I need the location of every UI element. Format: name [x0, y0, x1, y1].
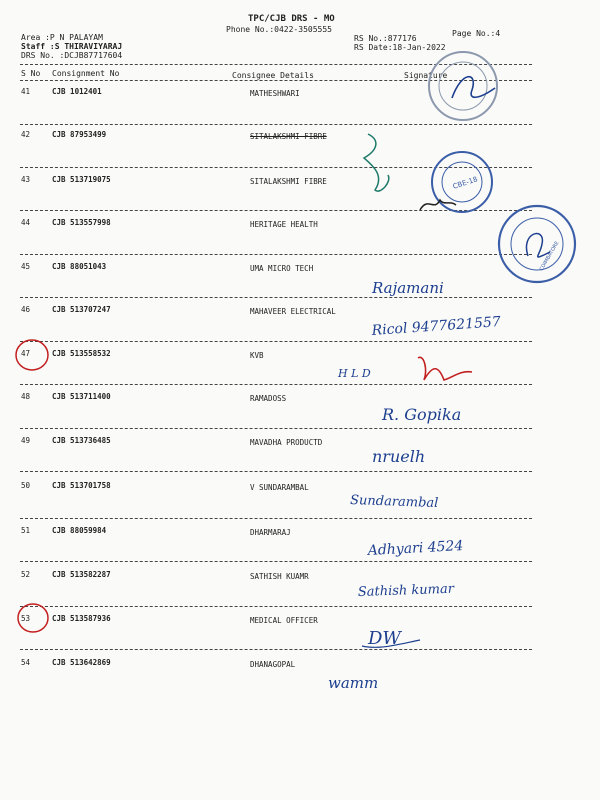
row-consignee: SITALAKSHMI FIBRE: [250, 132, 327, 141]
handwriting-row-54: wamm: [328, 674, 379, 692]
signature-row-41: [452, 77, 495, 98]
rs-number: RS No.:877176: [354, 34, 417, 43]
row-consignee: UMA MICRO TECH: [250, 264, 314, 273]
heritage-stamp-icon: [499, 206, 575, 282]
row-consignee: DHARMARAJ: [250, 528, 291, 537]
signature-row-44: [526, 234, 550, 258]
row-consignment: CJB 513642869: [52, 658, 111, 667]
row-sno: 48: [21, 392, 31, 401]
row-sno: 44: [21, 218, 31, 227]
row-sno: 51: [21, 526, 31, 535]
row-sno: 49: [21, 436, 31, 445]
row-consignment: CJB 513736485: [52, 436, 111, 445]
row-sno: 54: [21, 658, 31, 667]
row-consignment: CJB 88051043: [52, 262, 107, 271]
stamp-2-city: COIMBATORE: [538, 240, 561, 273]
red-circle-row-47: [16, 340, 48, 370]
sitalakshmi-stamp-icon: [432, 152, 492, 212]
row-consignment: CJB 513558532: [52, 349, 111, 358]
row-sno: 47: [21, 349, 31, 358]
handwriting-row-49: nruelh: [372, 447, 426, 466]
row-consignment: CJB 513587936: [52, 614, 111, 623]
signature-row-43-a: [364, 134, 389, 191]
column-header-sno: S No: [21, 69, 41, 78]
handwriting-row-47-hld: H L D: [338, 367, 371, 380]
row-sno: 50: [21, 481, 31, 490]
row-consignment: CJB 513719075: [52, 175, 111, 184]
row-consignment: CJB 513582287: [52, 570, 111, 579]
red-circle-row-53: [18, 604, 48, 632]
row-consignee: SATHISH KUAMR: [250, 572, 309, 581]
round-stamp-gray-icon: [429, 52, 497, 120]
row-consignment: CJB 88059984: [52, 526, 107, 535]
row-sno: 41: [21, 87, 31, 96]
row-consignment: CJB 513557998: [52, 218, 111, 227]
drs-number: DRS No. :DCJB87717604: [21, 51, 123, 60]
page-number: Page No.:4: [452, 29, 501, 38]
column-header-consignment: Consignment No: [52, 69, 120, 78]
handwriting-row-46: Ricol 9477621557: [371, 314, 502, 339]
staff-label: Staff :S THIRAVIYARAJ: [21, 42, 123, 51]
row-consignee: MAHAVEER ELECTRICAL: [250, 307, 336, 316]
row-sno: 46: [21, 305, 31, 314]
row-sno: 53: [21, 614, 31, 623]
row-consignee: KVB: [250, 351, 264, 360]
row-consignee: HERITAGE HEALTH: [250, 220, 318, 229]
page-title: TPC/CJB DRS - MO: [248, 14, 335, 24]
phone-number: Phone No.:0422-3505555: [226, 25, 332, 34]
handwriting-row-50: Sundarambal: [349, 493, 439, 512]
handwriting-row-45: Rajamani: [372, 279, 444, 297]
column-header-consignee: Consignee Details: [232, 71, 314, 80]
handwriting-row-53: DW: [368, 628, 401, 649]
handwriting-row-52: Sathish kumar: [357, 581, 455, 600]
row-sno: 42: [21, 130, 31, 139]
row-consignee: MATHESHWARI: [250, 89, 300, 98]
handwriting-row-51: Adhyari 4524: [367, 538, 464, 559]
row-consignment: CJB 87953499: [52, 130, 107, 139]
row-sno: 45: [21, 262, 31, 271]
column-header-signature: Signature: [404, 71, 448, 80]
row-consignee: DHANAGOPAL: [250, 660, 296, 669]
row-consignee: MEDICAL OFFICER: [250, 616, 318, 625]
stamp-1-city: CBE-18: [451, 175, 479, 191]
rs-date: RS Date:18-Jan-2022: [354, 43, 446, 52]
row-consignee: V SUNDARAMBAL: [250, 483, 309, 492]
row-sno: 52: [21, 570, 31, 579]
area-label: Area :P N PALAYAM: [21, 33, 103, 42]
handwriting-row-48: R. Gopika: [382, 405, 462, 424]
row-consignee: RAMADOSS: [250, 394, 287, 403]
row-consignee: SITALAKSHMI FIBRE: [250, 177, 327, 186]
row-consignment: CJB 513701758: [52, 481, 111, 490]
row-consignment: CJB 1012401: [52, 87, 102, 96]
row-sno: 43: [21, 175, 31, 184]
row-consignment: CJB 513711400: [52, 392, 111, 401]
row-consignee: MAVADHA PRODUCTD: [250, 438, 323, 447]
signature-row-47: [418, 357, 472, 380]
row-consignment: CJB 513707247: [52, 305, 111, 314]
